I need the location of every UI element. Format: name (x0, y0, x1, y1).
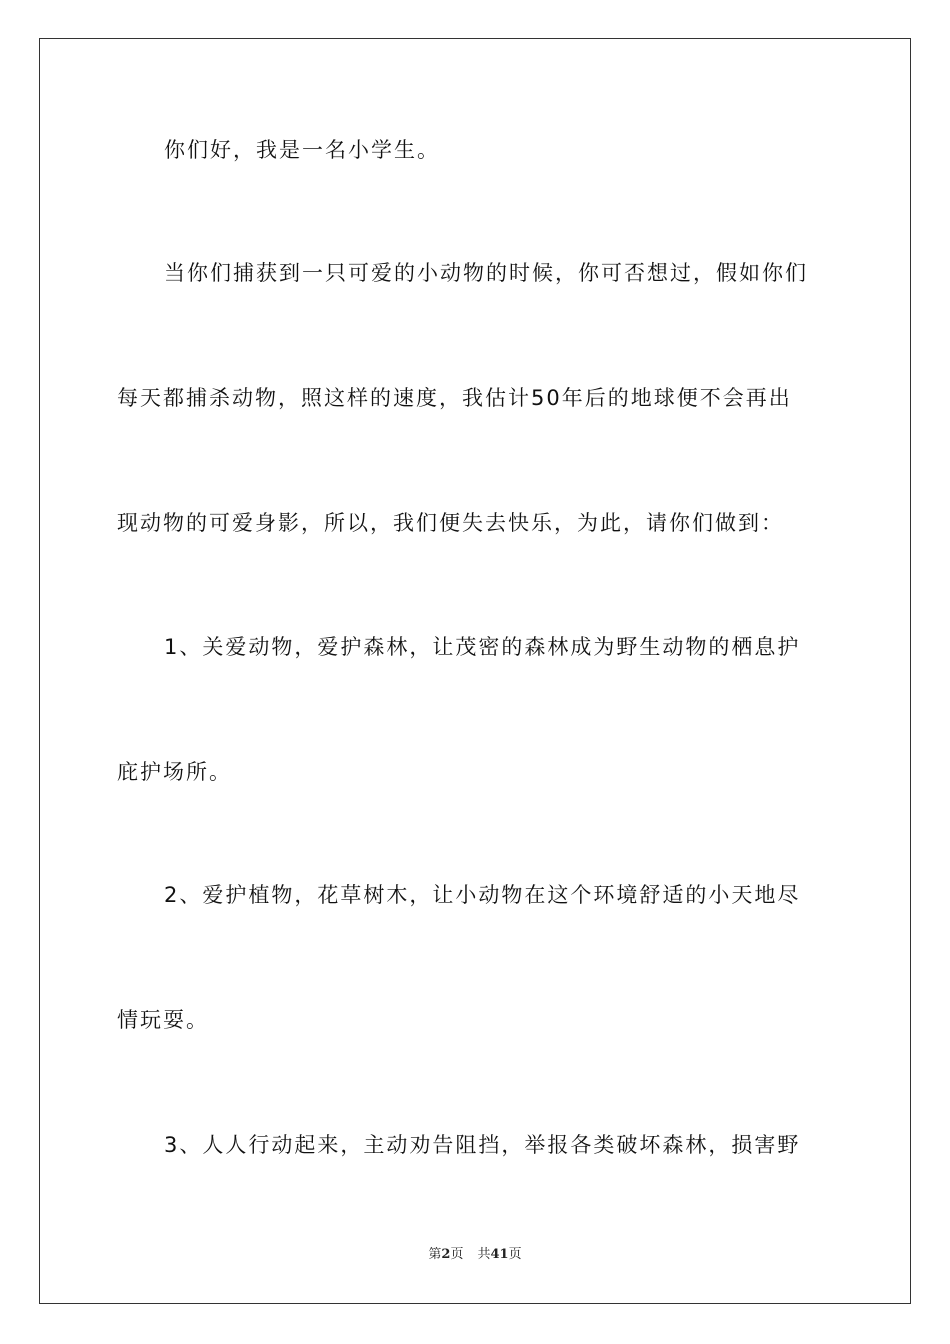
list-item-1-line: 庇护场所。 (117, 760, 232, 784)
list-item-3-line: 3、人人行动起来，主动劝告阻挡，举报各类破坏森林，损害野 (164, 1133, 801, 1157)
page-footer (0, 1246, 950, 1264)
footer-total-prefix: 共 (477, 1247, 491, 1262)
footer-total-pages: 41 (490, 1247, 509, 1262)
footer-page-prefix: 第 (428, 1247, 442, 1262)
paragraph-line-greeting: 你们好，我是一名小学生。 (164, 138, 440, 162)
list-item-1-line: 1、关爱动物，爱护森林，让茂密的森林成为野生动物的栖息护 (164, 635, 801, 659)
footer-page-number: 2 (441, 1247, 451, 1262)
page-frame (39, 38, 911, 1304)
footer-total-suffix: 页 (508, 1247, 522, 1262)
paragraph-line: 当你们捕获到一只可爱的小动物的时候，你可否想过，假如你们 (164, 261, 808, 285)
list-item-2-line: 2、爱护植物，花草树木，让小动物在这个环境舒适的小天地尽 (164, 883, 801, 907)
footer-page-suffix: 页 (450, 1247, 464, 1262)
list-item-2-line: 情玩耍。 (117, 1008, 209, 1032)
paragraph-line: 现动物的可爱身影，所以，我们便失去快乐，为此，请你们做到： (117, 511, 784, 535)
paragraph-line: 每天都捕杀动物，照这样的速度，我估计50年后的地球便不会再出 (117, 386, 792, 410)
